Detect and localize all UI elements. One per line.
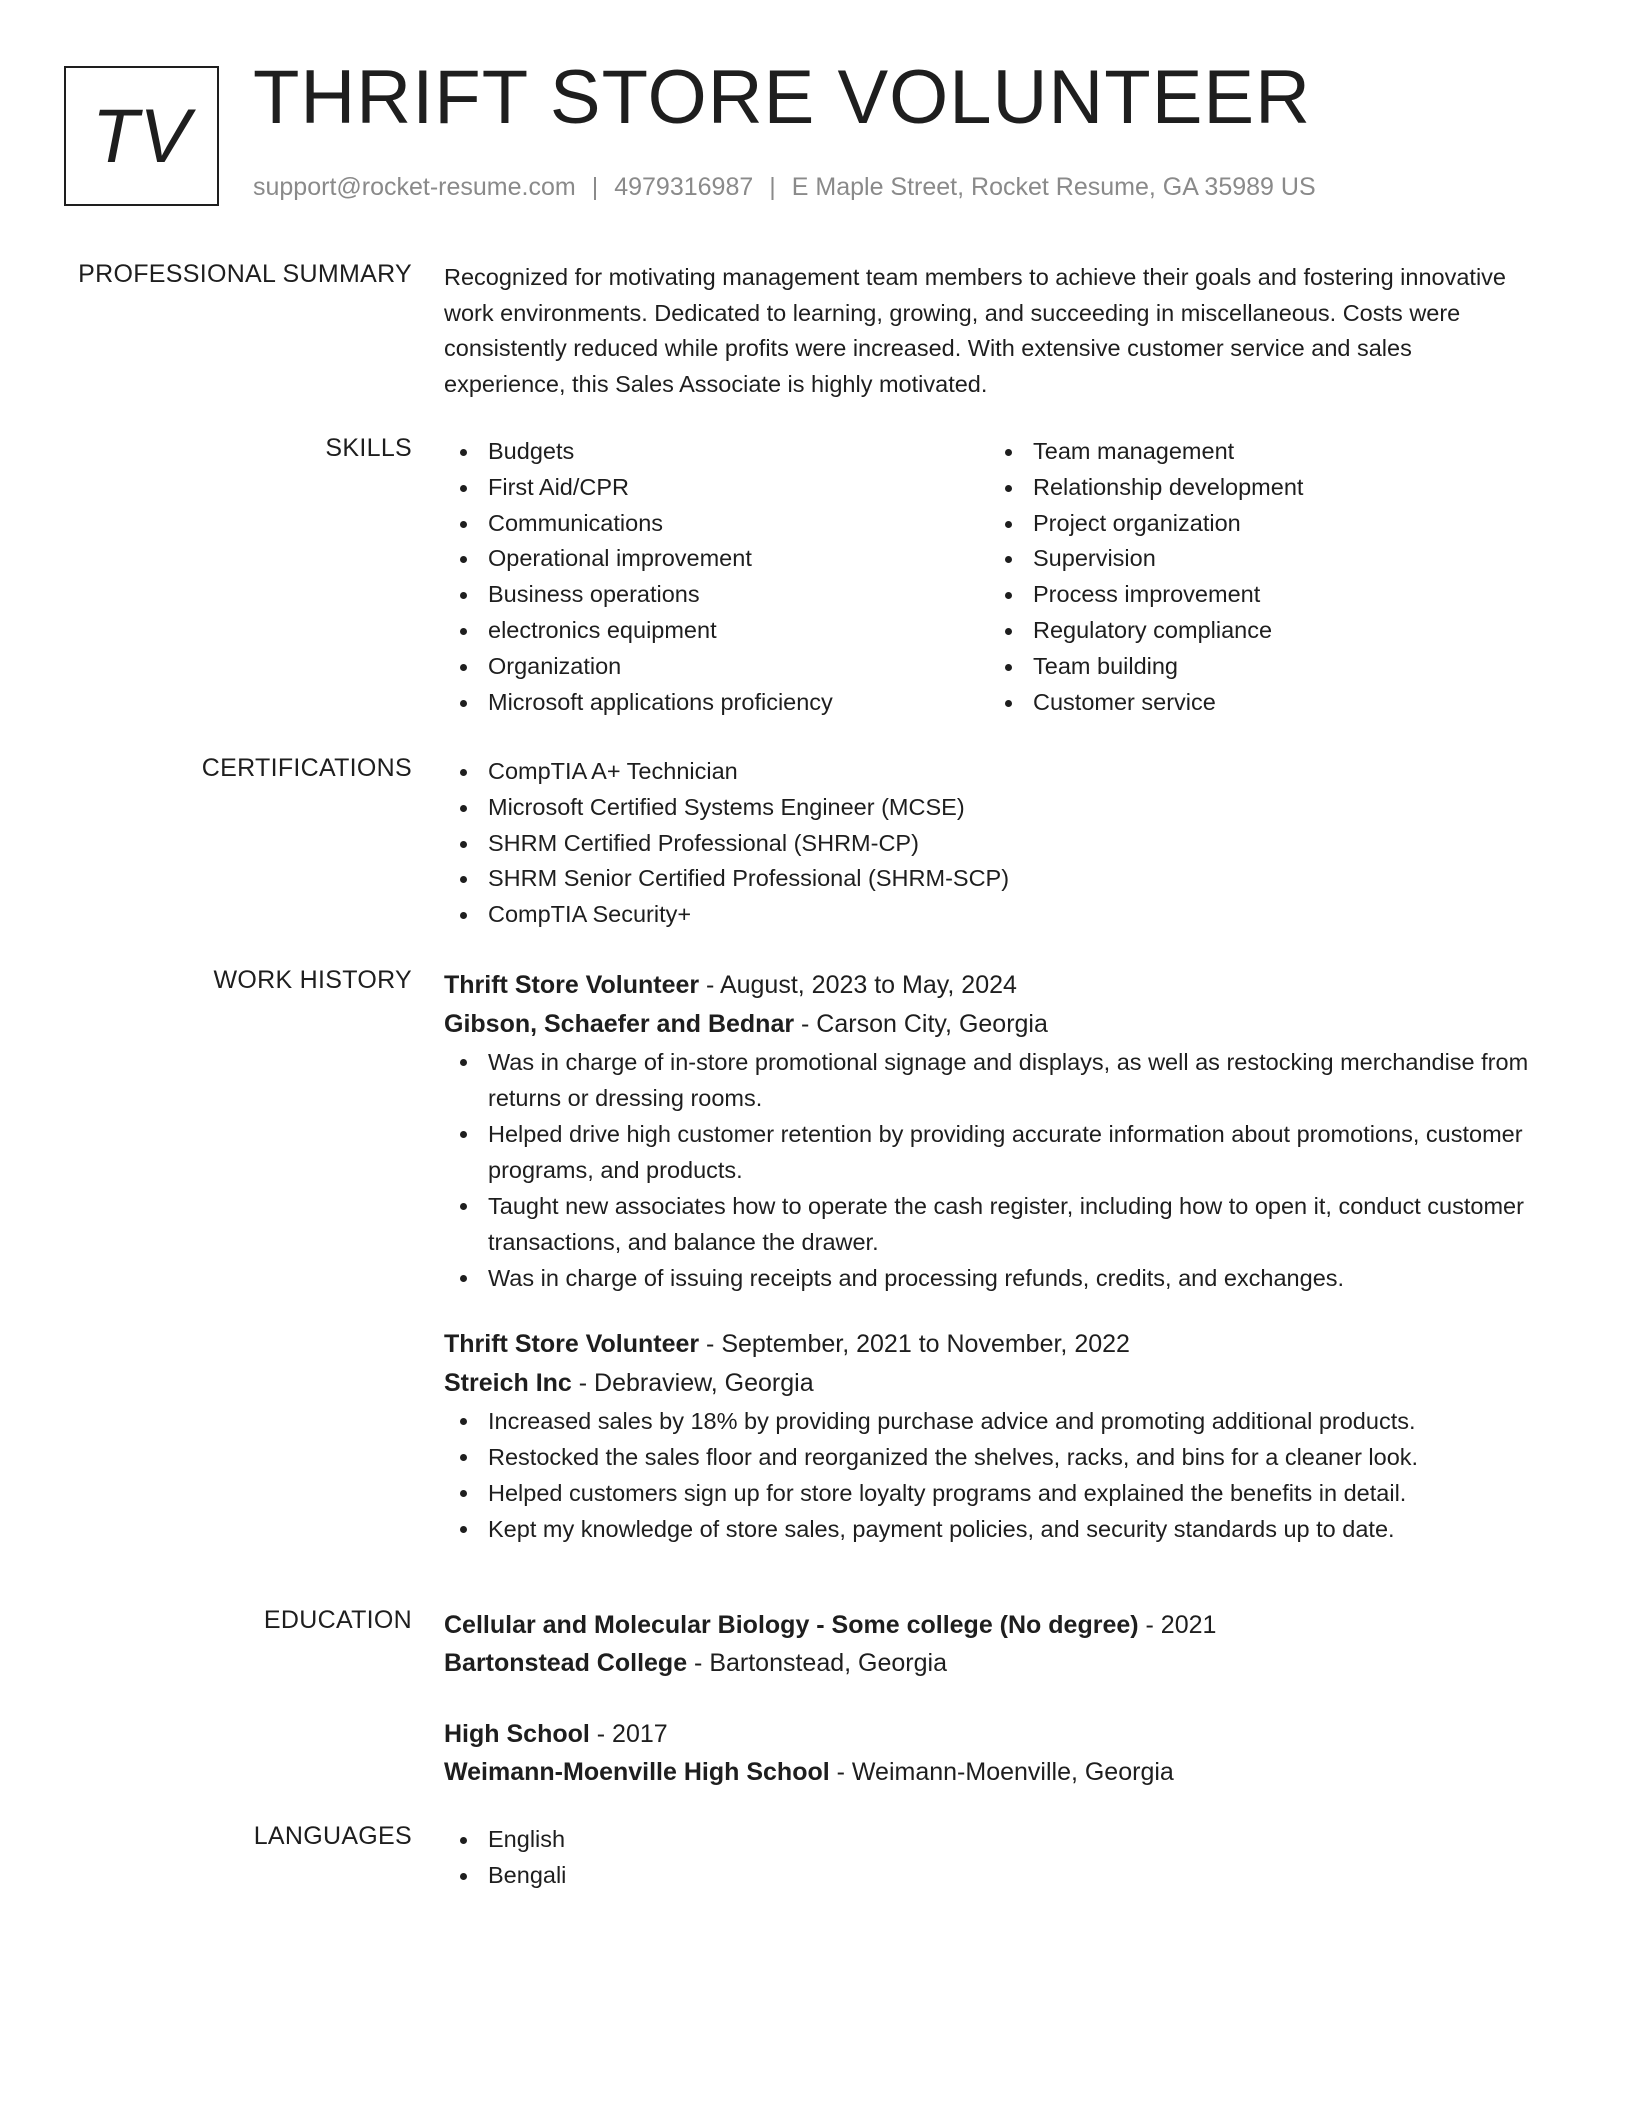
section-title-work: WORK HISTORY bbox=[213, 966, 412, 994]
skill-item: Team building bbox=[989, 649, 1534, 685]
education-degree: High School bbox=[444, 1720, 590, 1748]
languages-list bbox=[444, 1822, 1534, 1894]
job-dates: - August, 2023 to May, 2024 bbox=[699, 971, 1017, 999]
summary-body bbox=[444, 260, 1534, 402]
education-year: - 2021 bbox=[1138, 1611, 1217, 1639]
skill-item: Communications bbox=[444, 506, 989, 542]
skill-item: First Aid/CPR bbox=[444, 470, 989, 506]
section-title-summary: PROFESSIONAL SUMMARY bbox=[78, 260, 412, 288]
education-degree: Cellular and Molecular Biology - Some college (No degree) bbox=[444, 1611, 1139, 1639]
education-school-line bbox=[444, 1753, 1534, 1791]
education-school: Weimann-Moenville High School bbox=[444, 1758, 830, 1786]
job-bullet: Restocked the sales floor and reorganized the shelves, racks, and bins for a cleaner look. bbox=[444, 1439, 1534, 1475]
education-entry bbox=[444, 1606, 1534, 1682]
job-bullet: Was in charge of in-store promotional signage and displays, as well as restocking merchandise from returns or dressing rooms. bbox=[444, 1044, 1534, 1116]
contact-phone: 4979316987 bbox=[614, 173, 754, 201]
skill-item: Process improvement bbox=[989, 577, 1534, 613]
section-title-certifications: CERTIFICATIONS bbox=[201, 754, 412, 782]
skill-item: Supervision bbox=[989, 541, 1534, 577]
skill-item: Customer service bbox=[989, 685, 1534, 721]
job-dates: - September, 2021 to November, 2022 bbox=[699, 1330, 1130, 1358]
skill-item: Operational improvement bbox=[444, 541, 989, 577]
candidate-name: THRIFT STORE VOLUNTEER bbox=[253, 55, 1311, 140]
skill-item: Project organization bbox=[989, 506, 1534, 542]
job-entry bbox=[444, 1325, 1534, 1547]
job-bullet: Kept my knowledge of store sales, payment policies, and security standards up to date. bbox=[444, 1511, 1534, 1547]
skill-item: electronics equipment bbox=[444, 613, 989, 649]
job-company-line bbox=[444, 1005, 1534, 1044]
skills-list-right bbox=[989, 434, 1534, 720]
language-item: English bbox=[444, 1822, 1534, 1858]
education-degree-line bbox=[444, 1715, 1534, 1753]
job-role: Thrift Store Volunteer bbox=[444, 971, 700, 999]
certification-item: CompTIA A+ Technician bbox=[444, 754, 1534, 790]
job-bullet: Increased sales by 18% by providing purchase advice and promoting additional products. bbox=[444, 1403, 1534, 1439]
education-location: - Bartonstead, Georgia bbox=[687, 1649, 947, 1677]
certification-item: CompTIA Security+ bbox=[444, 897, 1534, 933]
job-bullet: Helped drive high customer retention by providing accurate information about promotions, customer programs, and products. bbox=[444, 1116, 1534, 1188]
section-title-education: EDUCATION bbox=[263, 1606, 412, 1634]
education-year: - 2017 bbox=[589, 1720, 668, 1748]
contact-email: support@rocket-resume.com bbox=[253, 173, 576, 201]
job-company-line bbox=[444, 1364, 1534, 1403]
language-item: Bengali bbox=[444, 1858, 1534, 1894]
certification-item: Microsoft Certified Systems Engineer (MCSE) bbox=[444, 790, 1534, 826]
job-location: - Debraview, Georgia bbox=[571, 1369, 814, 1397]
section-title-skills: SKILLS bbox=[325, 434, 412, 462]
certifications-list bbox=[444, 754, 1534, 933]
job-title-line bbox=[444, 966, 1534, 1005]
work-body bbox=[444, 966, 1534, 1547]
job-company: Streich Inc bbox=[444, 1369, 572, 1397]
contact-address: E Maple Street, Rocket Resume, GA 35989 US bbox=[791, 173, 1316, 201]
job-entry bbox=[444, 966, 1534, 1296]
monogram-box bbox=[64, 66, 219, 206]
job-bullet: Was in charge of issuing receipts and processing refunds, credits, and exchanges. bbox=[444, 1260, 1534, 1296]
certification-item: SHRM Certified Professional (SHRM-CP) bbox=[444, 826, 1534, 862]
education-school: Bartonstead College bbox=[444, 1649, 688, 1677]
job-bullets bbox=[444, 1044, 1534, 1296]
education-body bbox=[444, 1606, 1534, 1791]
certification-item: SHRM Senior Certified Professional (SHRM-SCP) bbox=[444, 861, 1534, 897]
job-bullet: Taught new associates how to operate the cash register, including how to open it, conduct customer transactions, and balance the drawer. bbox=[444, 1188, 1534, 1260]
education-location: - Weimann-Moenville, Georgia bbox=[829, 1758, 1174, 1786]
education-school-line bbox=[444, 1644, 1534, 1682]
skill-item: Microsoft applications proficiency bbox=[444, 685, 989, 721]
certifications-body bbox=[444, 754, 1534, 933]
skill-item: Organization bbox=[444, 649, 989, 685]
skill-item: Regulatory compliance bbox=[989, 613, 1534, 649]
skills-list-left bbox=[444, 434, 989, 720]
skill-item: Budgets bbox=[444, 434, 989, 470]
skill-item: Relationship development bbox=[989, 470, 1534, 506]
job-location: - Carson City, Georgia bbox=[794, 1010, 1048, 1038]
contact-line bbox=[253, 173, 1316, 202]
contact-separator: | bbox=[591, 173, 599, 201]
job-title-line bbox=[444, 1325, 1534, 1364]
languages-body bbox=[444, 1822, 1534, 1894]
job-bullet: Helped customers sign up for store loyalty programs and explained the benefits in detail. bbox=[444, 1475, 1534, 1511]
job-company: Gibson, Schaefer and Bednar bbox=[444, 1010, 795, 1038]
monogram-initials: TV bbox=[91, 93, 192, 179]
skill-item: Business operations bbox=[444, 577, 989, 613]
education-entry bbox=[444, 1715, 1534, 1791]
job-bullets bbox=[444, 1403, 1534, 1547]
contact-separator: | bbox=[769, 173, 776, 201]
skill-item: Team management bbox=[989, 434, 1534, 470]
summary-text: Recognized for motivating management team members to achieve their goals and fostering innovative work environments. Dedicated to learning, growing, and succeeding in miscellaneous. Costs were consistently reduced while profits were increased. With extensive customer service and sales experience, this Sales Associate is highly motivated. bbox=[444, 264, 1506, 397]
job-role: Thrift Store Volunteer bbox=[444, 1330, 700, 1358]
skills-body bbox=[444, 434, 1534, 720]
education-degree-line bbox=[444, 1606, 1534, 1644]
section-title-languages: LANGUAGES bbox=[253, 1822, 412, 1850]
